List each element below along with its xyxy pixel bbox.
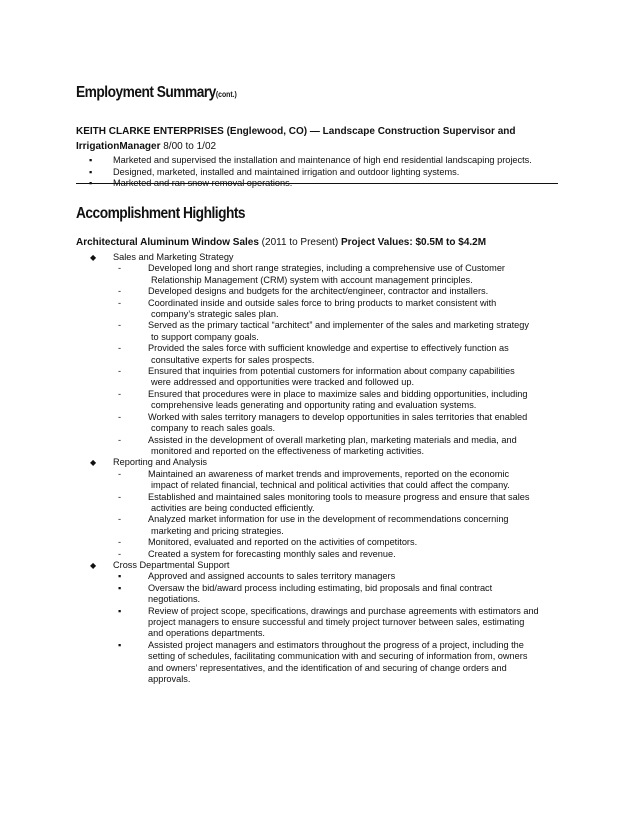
employment-bullets — [76, 155, 532, 190]
item-text-line: Ensured that procedures were in place to maximize sales and bidding opportunities, including — [148, 388, 528, 399]
dash-bullet-icon: - — [118, 320, 122, 331]
item-text-line: company’s strategic sales plan. — [151, 309, 279, 320]
list-item — [76, 263, 606, 286]
dash-bullet-icon: - — [118, 491, 122, 502]
list-item — [76, 583, 606, 606]
item-text-line: consultative experts for sales prospects. — [151, 354, 315, 365]
item-text-line: were addressed and opportunities were tracked and followed up. — [151, 377, 415, 388]
diamond-bullet-icon: ◆ — [90, 253, 97, 262]
dash-bullet-icon: - — [118, 286, 122, 297]
dash-bullet-icon: - — [118, 514, 122, 525]
diamond-bullet-icon: ◆ — [90, 560, 97, 570]
dash-bullet-icon: - — [118, 297, 122, 308]
item-text-line: monitored and reported on the effectiveness of marketing activities. — [151, 445, 425, 456]
item-text-line: Developed long and short range strategies, including a comprehensive use of Customer — [148, 263, 505, 274]
list-item — [76, 389, 606, 412]
employment-dates: 8/00 to 1/02 — [160, 141, 217, 152]
list-item — [76, 298, 606, 321]
square-bullet-icon: ▪ — [118, 582, 122, 593]
item-text-line: company to reach sales goals. — [151, 423, 276, 434]
dash-bullet-icon: - — [118, 468, 122, 479]
item-text-line: Ensured that inquiries from potential customers for information about company capabilities — [148, 366, 515, 377]
heading-cont-suffix: (cont.) — [215, 90, 237, 99]
item-text-line: Provided the sales force with sufficient knowledge and expertise to effectively function as — [148, 343, 509, 354]
item-text-line: negotiations. — [148, 594, 201, 605]
item-text-line: Worked with sales territory managers to develop opportunities in sales territories that enabled — [148, 411, 528, 422]
dash-bullet-icon: - — [118, 343, 122, 354]
dash-bullet-icon: - — [118, 548, 122, 559]
square-bullet-icon: ▪ — [118, 639, 122, 650]
item-text-line: Relationship Management (CRM) system with account management principles. — [151, 274, 473, 285]
square-bullet-icon: ▪ — [89, 166, 93, 177]
section-title-text: Cross Departmental Support — [113, 559, 230, 570]
list-item — [76, 412, 606, 435]
list-item — [76, 167, 532, 179]
bullet-text: Marketed and supervised the installation and maintenance of high end residential landscaping projects. — [113, 155, 532, 165]
section-title-text: Sales and Marketing Strategy — [113, 252, 234, 262]
list-item — [76, 435, 606, 458]
item-text-line: Review of project scope, specifications, drawings and purchase agreements with estimators and — [148, 605, 539, 616]
diamond-bullet-icon: ◆ — [90, 458, 97, 468]
list-item — [76, 469, 606, 492]
item-text-line: project managers to ensure successful and timely project turnover between sales, estimating — [148, 617, 525, 627]
section-title-text: Reporting and Analysis — [113, 457, 207, 468]
item-text-line: Maintained an awareness of market trends and improvements, reported on the economic — [148, 468, 510, 479]
item-text-line: and operations departments. — [148, 628, 265, 639]
employment-entry-title — [76, 124, 606, 154]
item-text-line: to support company goals. — [151, 331, 259, 342]
item-text-line: Coordinated inside and outside sales force to bring products to market consistent with — [148, 297, 497, 308]
company-line-2 — [76, 139, 606, 154]
list-item — [76, 320, 606, 343]
item-text-line: activities are being conducted efficiently. — [151, 502, 315, 513]
list-item — [76, 606, 606, 640]
accomplishment-highlights-heading: Accomplishment Highlights — [76, 205, 246, 222]
project-dates: (2011 to Present) — [258, 237, 341, 248]
section-divider — [76, 183, 558, 184]
item-text-line: Analyzed market information for use in the development of recommendations concerning — [148, 514, 509, 525]
dash-bullet-icon: - — [118, 366, 122, 377]
item-text-line: Established and maintained sales monitoring tools to measure progress and ensure that sales — [148, 491, 530, 502]
list-item — [76, 155, 532, 167]
bullet-text: Designed, marketed, installed and maintained irrigation and outdoor lighting systems. — [113, 166, 460, 177]
dash-bullet-icon: - — [118, 263, 122, 274]
item-text-line: Assisted project managers and estimators throughout the progress of a project, including the — [148, 639, 524, 650]
item-text-line: Developed designs and budgets for the architect/engineer, contractor and installers. — [148, 286, 489, 297]
job-title: IrrigationManager — [76, 141, 161, 152]
item-text-line: and owners’ representatives, and the identification of and securing of change orders and — [148, 662, 507, 673]
dash-bullet-icon: - — [118, 537, 122, 548]
square-bullet-icon: ▪ — [89, 155, 93, 165]
dash-bullet-icon: - — [118, 388, 122, 399]
employment-summary-heading — [76, 84, 237, 102]
project-line — [76, 237, 486, 248]
employment-heading-text: Employment Summary — [76, 84, 216, 101]
item-text-line: Served as the primary tactical “architect” and implementer of the sales and marketing strategy — [148, 320, 529, 331]
item-text-line: impact of related financial, technical and political activities that could affect the company. — [151, 480, 510, 491]
square-bullet-icon: ▪ — [118, 571, 122, 582]
list-item — [76, 537, 606, 548]
item-text-line: Monitored, evaluated and reported on the activities of competitors. — [148, 537, 418, 548]
list-item — [76, 571, 606, 582]
item-text-line: Oversaw the bid/award process including estimating, bid proposals and final contract — [148, 582, 493, 593]
dash-bullet-icon: - — [118, 411, 122, 422]
item-text-line: comprehensive leads generating and opportunity rating and evaluation systems. — [151, 400, 477, 411]
section-title — [76, 457, 606, 468]
dash-bullet-icon: - — [118, 434, 122, 445]
item-text-line: approvals. — [148, 674, 191, 685]
bullet-text: Marketed and ran snow removal operations. — [113, 178, 293, 189]
item-text-line: Assisted in the development of overall marketing plan, marketing materials and media, and — [148, 434, 517, 445]
item-text-line: marketing and pricing strategies. — [151, 525, 284, 536]
square-bullet-icon: ▪ — [89, 178, 93, 189]
accomplishment-outline — [76, 252, 606, 685]
section-title — [76, 252, 606, 263]
list-item — [76, 514, 606, 537]
list-item — [76, 366, 606, 389]
company-line-1: KEITH CLARKE ENTERPRISES (Englewood, CO) — Landscape Construction Supervisor and — [76, 126, 516, 137]
list-item — [76, 286, 606, 297]
list-item — [76, 640, 606, 686]
section-title — [76, 560, 606, 571]
item-text-line: setting of schedules, facilitating communication with and securing of information from, owners — [148, 651, 528, 662]
project-values: Project Values: $0.5M to $4.2M — [341, 237, 487, 248]
square-bullet-icon: ▪ — [118, 605, 122, 616]
list-item — [76, 343, 606, 366]
item-text-line: Approved and assigned accounts to sales territory managers — [148, 571, 396, 582]
list-item — [76, 492, 606, 515]
project-company: Architectural Aluminum Window Sales — [76, 237, 259, 248]
list-item — [76, 549, 606, 560]
item-text-line: Created a system for forecasting monthly sales and revenue. — [148, 548, 396, 559]
